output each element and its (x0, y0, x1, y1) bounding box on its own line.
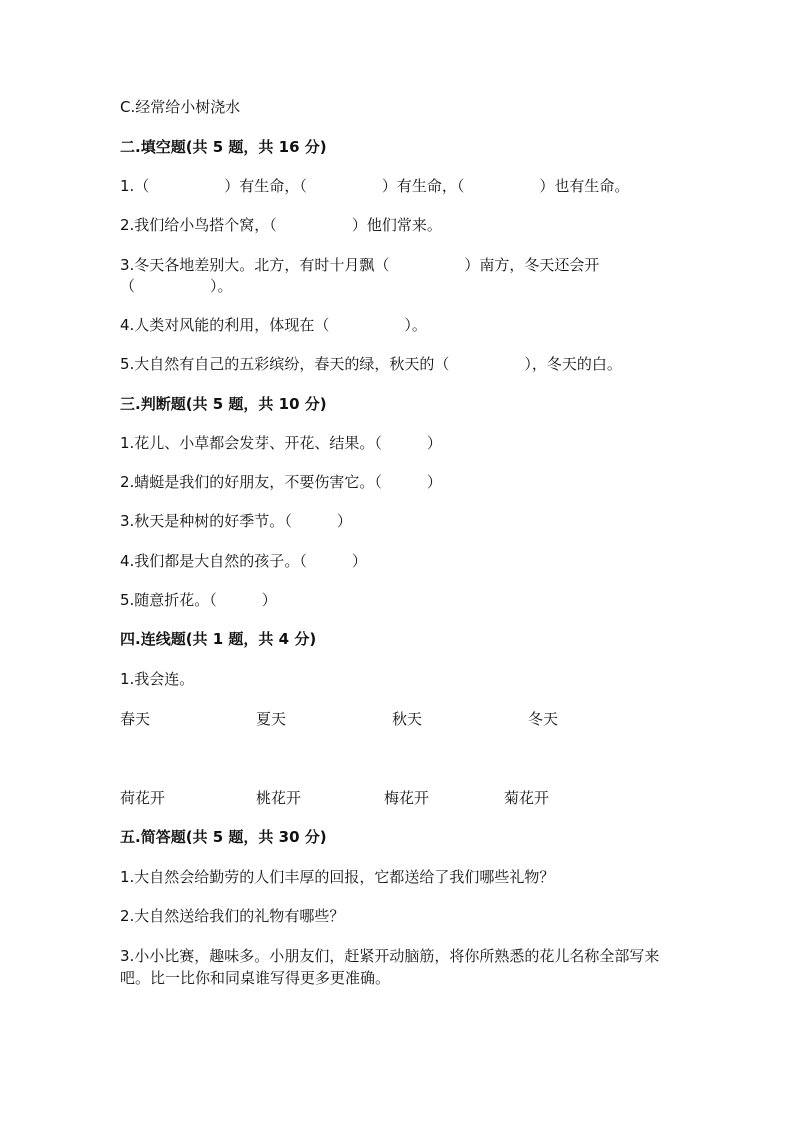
flower-lotus: 荷花开 (120, 789, 166, 807)
judge-question-4: 4.我们都是大自然的孩子。（ ） (120, 552, 367, 570)
fill-question-4: 4.人类对风能的利用，体现在（ ）。 (120, 316, 427, 334)
flower-chrysanthemum: 菊花开 (504, 789, 550, 807)
season-summer: 夏天 (256, 710, 287, 728)
section-3-heading: 三.判断题(共 5 题，共 10 分) (120, 395, 327, 413)
section-2-heading: 二.填空题(共 5 题，共 16 分) (120, 138, 327, 156)
judge-question-1: 1.花儿、小草都会发芽、开花、结果。（ ） (120, 434, 442, 452)
season-winter: 冬天 (528, 710, 559, 728)
flower-peach: 桃花开 (256, 789, 302, 807)
season-spring: 春天 (120, 710, 151, 728)
option-c: C.经常给小树浇水 (120, 98, 241, 116)
fill-question-1: 1.（ ）有生命，（ ）有生命，（ ）也有生命。 (120, 177, 630, 195)
fill-question-3: 3.冬天各地差别大。北方，有时十月飘（ ）南方，冬天还会开 (120, 256, 600, 274)
judge-question-3: 3.秋天是种树的好季节。（ ） (120, 512, 352, 530)
match-prompt: 1.我会连。 (120, 670, 195, 688)
short-answer-2: 2.大自然送给我们的礼物有哪些？ (120, 907, 345, 925)
judge-question-5: 5.随意折花。（ ） (120, 591, 277, 609)
section-4-heading: 四.连线题(共 1 题，共 4 分) (120, 630, 317, 648)
fill-question-5: 5.大自然有自己的五彩缤纷，春天的绿，秋天的（ ），冬天的白。 (120, 355, 622, 373)
short-answer-1: 1.大自然会给勤劳的人们丰厚的回报，它都送给了我们哪些礼物？ (120, 868, 555, 886)
judge-question-2: 2.蜻蜓是我们的好朋友，不要伤害它。（ ） (120, 473, 442, 491)
section-5-heading: 五.简答题(共 5 题，共 30 分) (120, 828, 327, 846)
short-answer-3: 3.小小比赛，趣味多。小朋友们，赶紧开动脑筋，将你所熟悉的花儿名称全部写来吧。比一比你和同桌谁写得更多更准确。 (120, 947, 660, 987)
fill-question-2: 2.我们给小鸟搭个窝，（ ）他们常来。 (120, 216, 442, 234)
fill-question-3-continued: （ ）。 (120, 277, 233, 295)
season-autumn: 秋天 (392, 710, 423, 728)
flower-plum: 梅花开 (384, 789, 430, 807)
